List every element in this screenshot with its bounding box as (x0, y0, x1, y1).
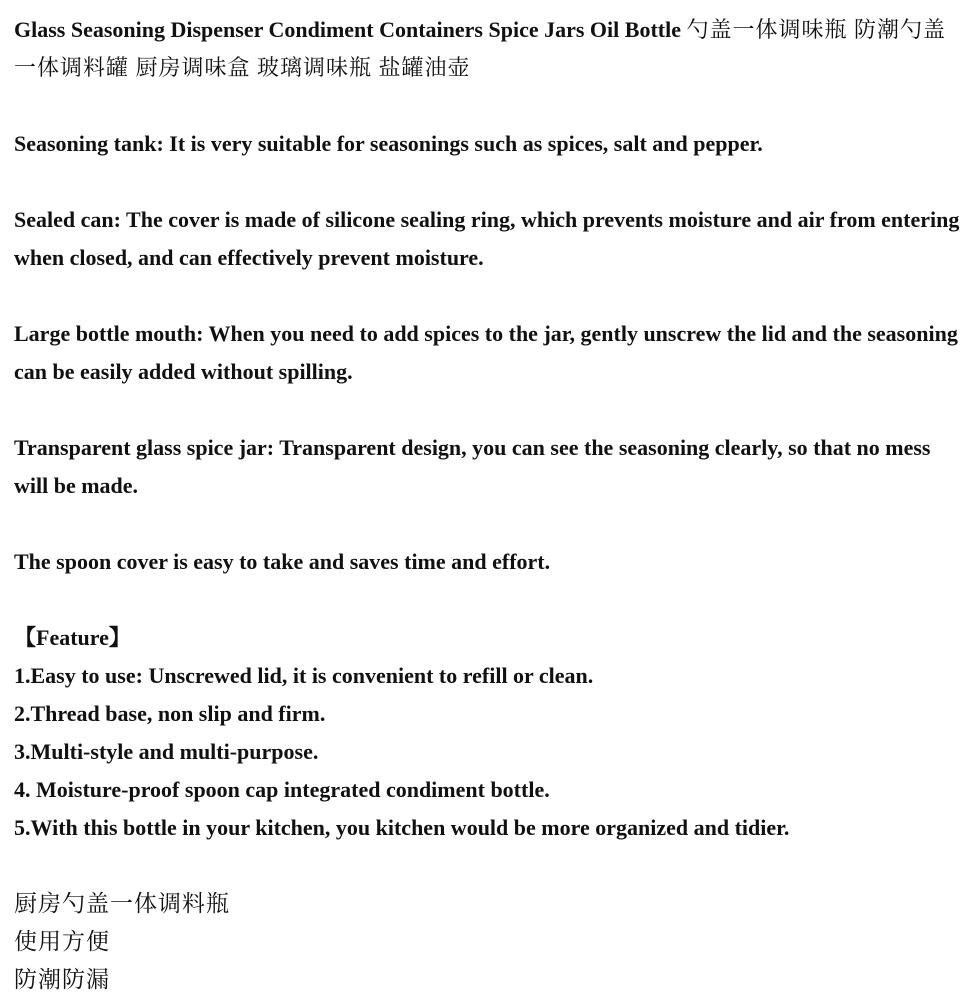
spacer (14, 277, 960, 315)
spacer (14, 391, 960, 429)
chinese-line: 厨房勺盖一体调料瓶 (14, 891, 230, 917)
spacer (14, 505, 960, 543)
chinese-line: 防潮防漏 (14, 967, 110, 993)
spacer (14, 163, 960, 201)
paragraph-sealed-can: Sealed can: The cover is made of silicone sealing ring, which prevents moisture and air from entering when closed, and can effectively prevent moisture. (14, 207, 960, 270)
feature-item: 1.Easy to use: Unscrewed lid, it is convenient to refill or clean. (14, 663, 594, 688)
paragraph-seasoning-tank: Seasoning tank: It is very suitable for seasonings such as spices, salt and pepper. (14, 131, 763, 156)
feature-item: 4. Moisture-proof spoon cap integrated condiment bottle. (14, 777, 550, 802)
feature-item: 5.With this bottle in your kitchen, you kitchen would be more organized and tidier. (14, 815, 790, 840)
feature-item: 2.Thread base, non slip and firm. (14, 701, 326, 726)
spacer (14, 581, 960, 619)
spacer (14, 847, 960, 885)
document-body (14, 11, 960, 999)
paragraph-large-bottle-mouth: Large bottle mouth: When you need to add spices to the jar, gently unscrew the lid and the seasoning can be easily added without spilling. (14, 321, 958, 384)
title-english: Glass Seasoning Dispenser Condiment Containers Spice Jars Oil Bottle (14, 17, 681, 42)
spacer (14, 87, 960, 125)
title-chinese: 勺盖一体调味瓶 防潮勺盖一体调料罐 厨房调味盒 玻璃调味瓶 盐罐油壶 (14, 17, 946, 80)
paragraph-spoon-cover: The spoon cover is easy to take and saves time and effort. (14, 549, 551, 574)
paragraph-transparent-jar: Transparent glass spice jar: Transparent design, you can see the seasoning clearly, so that no mess will be made. (14, 435, 931, 498)
page-title (14, 11, 960, 87)
feature-heading: 【Feature】 (14, 625, 131, 650)
chinese-line: 使用方便 (14, 929, 110, 955)
feature-item: 3.Multi-style and multi-purpose. (14, 739, 319, 764)
